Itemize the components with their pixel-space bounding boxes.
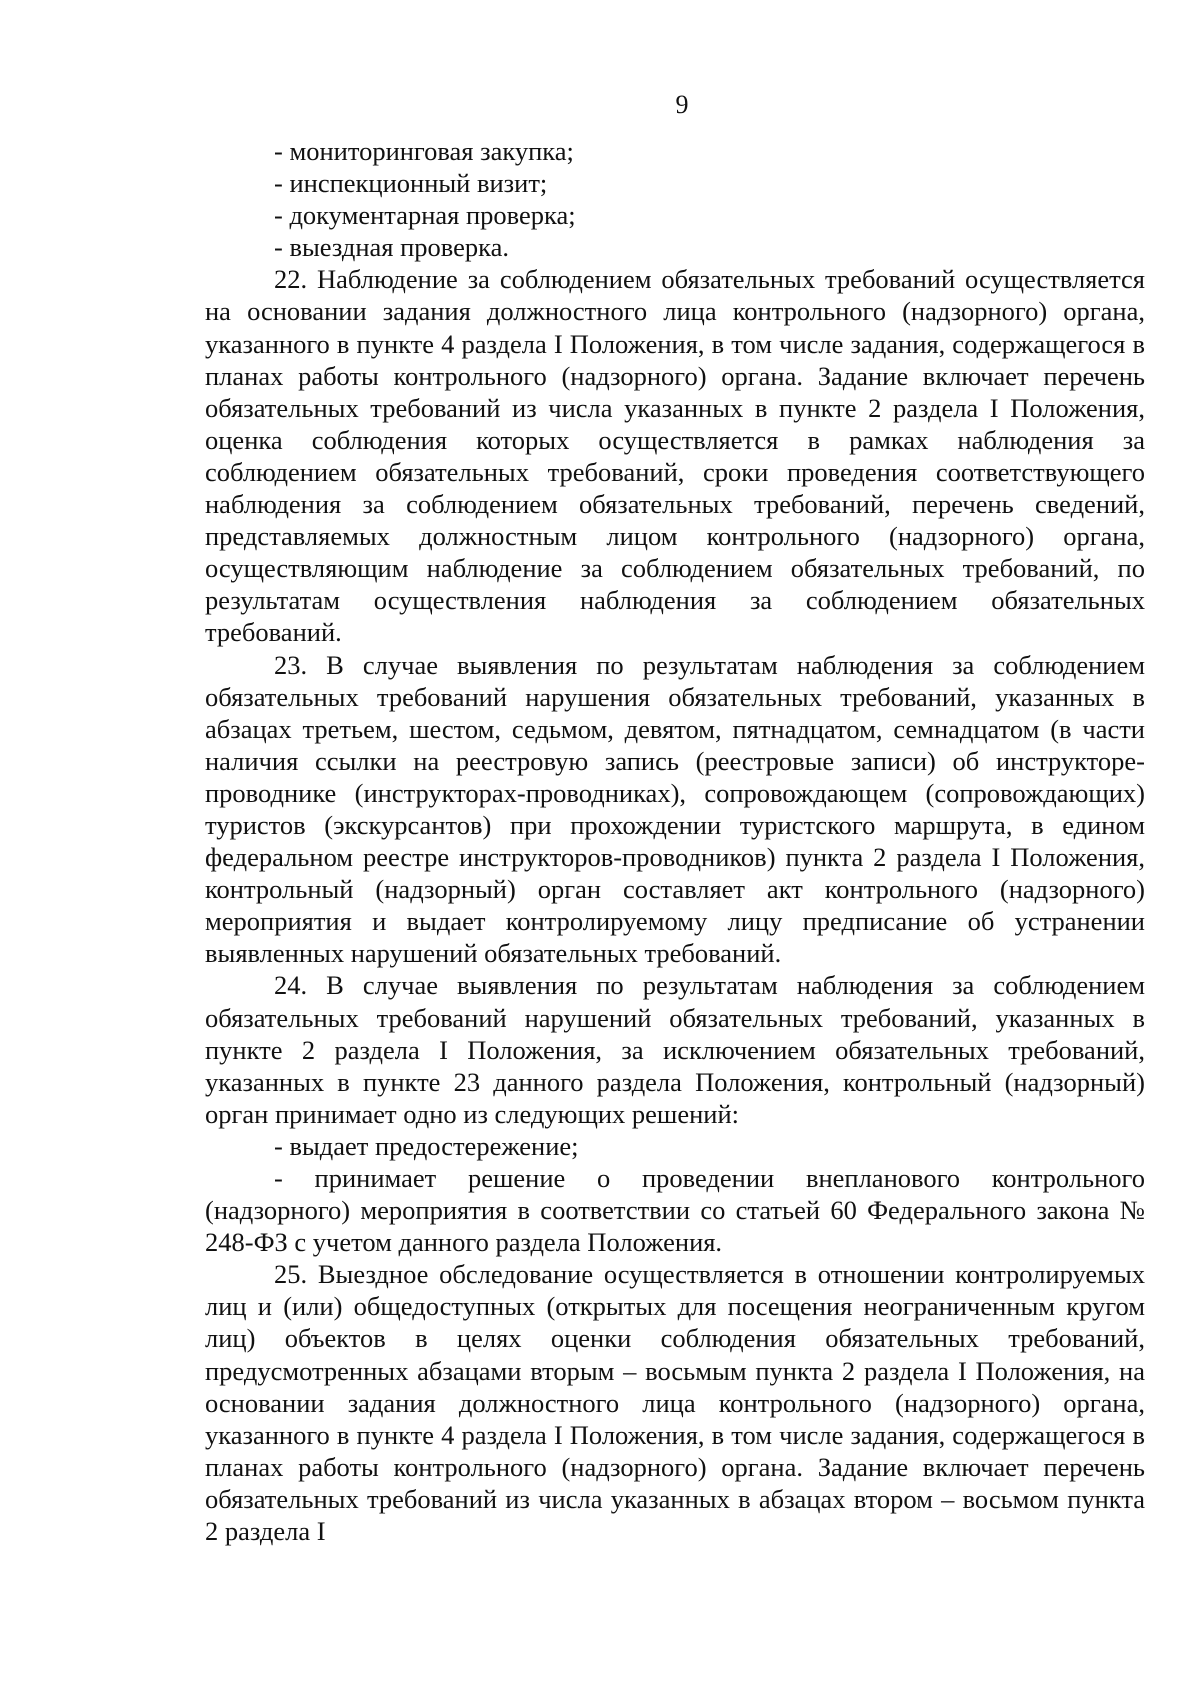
paragraph-22: 22. Наблюдение за соблюдением обязательных требований осуществляется на основании задания должностного лица контрольного (надзорного) органа, указанного в пункте 4 раздела I Положения, в том числе задания, содержащегося в планах работы контрольного (надзорного) органа. Задание включает перечень обязательных требований из числа указанных в пункте 2 раздела I Положения, оценка соблюдения которых осуществляется в рамках наблюдения за соблюдением обязательных требований, сроки проведения соответствующего наблюдения за соблюдением обязательных требований, перечень сведений, представляемых должностным лицом контрольного (надзорного) органа, осуществляющим наблюдение за соблюдением обязательных требований, по результатам осуществления наблюдения за соблюдением обязательных требований.	[205, 264, 1145, 648]
list-item: - инспекционный визит;	[274, 168, 548, 199]
page-number: 9	[675, 90, 689, 119]
paragraph-24: 24. В случае выявления по результатам наблюдения за соблюдением обязательных требований нарушений обязательных требований, указанных в пункте 2 раздела I Положения, за исключением обязательных требований, указанных в пункте 23 данного раздела Положения, контрольный (надзорный) орган принимает одно из следующих решений:	[205, 970, 1145, 1129]
paragraph-25: 25. Выездное обследование осуществляется в отношении контролируемых лиц и (или) общедоступных (открытых для посещения неограниченным кругом лиц) объектов в целях оценки соблюдения обязательных требований, предусмотренных абзацами вторым – восьмым пункта 2 раздела I Положения, на основании задания должностного лица контрольного (надзорного) органа, указанного в пункте 4 раздела I Положения, в том числе задания, содержащегося в планах работы контрольного (надзорного) органа. Задание включает перечень обязательных требований из числа указанных в абзацах втором – восьмом пункта 2 раздела I	[205, 1259, 1145, 1547]
list-item: - выдает предостережение;	[274, 1130, 579, 1161]
list-item: - выездная проверка.	[274, 232, 509, 263]
list-item: - принимает решение о проведении внепланового контрольного (надзорного) мероприятия в соответствии со статьей 60 Федерального закона № 248-ФЗ с учетом данного раздела Положения.	[205, 1163, 1145, 1258]
paragraph-23: 23. В случае выявления по результатам наблюдения за соблюдением обязательных требований нарушения обязательных требований, указанных в абзацах третьем, шестом, седьмом, девятом, пятнадцатом, семнадцатом (в части наличия ссылки на реестровую запись (реестровые записи) об инструкторе-проводнике (инструкторах-проводниках), сопровождающем (сопровождающих) туристов (экскурсантов) при прохождении туристского маршрута, в едином федеральном реестре инструкторов-проводников) пункта 2 раздела I Положения, контрольный (надзорный) орган составляет акт контрольного (надзорного) мероприятия и выдает контролируемому лицу предписание об устранении выявленных нарушений обязательных требований.	[205, 649, 1145, 969]
list-item: - мониторинговая закупка;	[274, 136, 574, 166]
document-body	[205, 135, 1145, 1547]
list-item: - документарная проверка;	[274, 200, 576, 231]
